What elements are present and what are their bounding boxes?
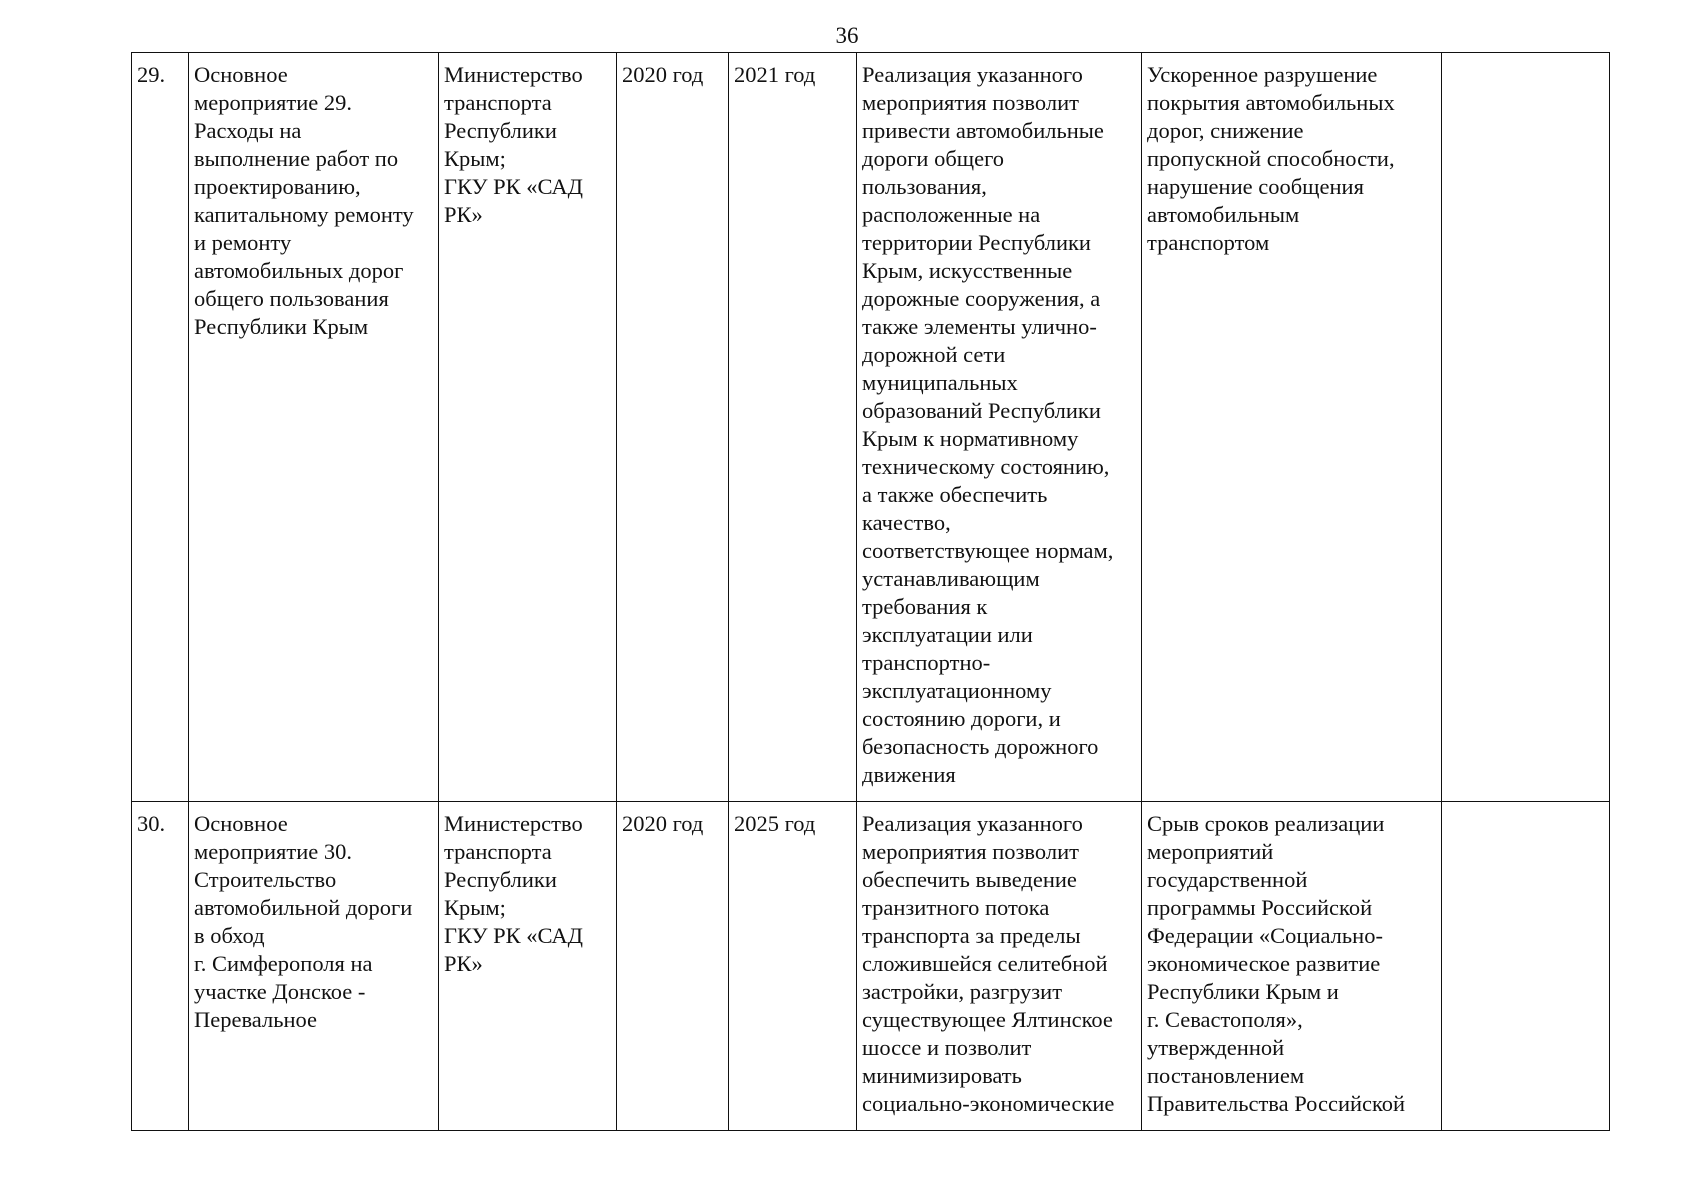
executor: Министерство транспорта Республики Крым; ГКУ РК «САД РК»: [444, 62, 583, 227]
extra-cell: [1442, 53, 1610, 802]
consequences-cell: [1142, 53, 1442, 802]
measure-name: Основное мероприятие 29. Расходы на выполнение работ по проектированию, капитальному ремонту и ремонту автомобильных дорог общего пользования Республики Крым: [194, 62, 414, 339]
row-number-cell: [132, 53, 189, 802]
table-row: [132, 802, 1610, 1131]
measure-name-cell: [189, 802, 439, 1131]
executor: Министерство транспорта Республики Крым; ГКУ РК «САД РК»: [444, 811, 583, 976]
executor-cell: [439, 802, 617, 1131]
executor-cell: [439, 53, 617, 802]
consequences-cell: [1142, 802, 1442, 1131]
expected-result: Реализация указанного мероприятия позволит обеспечить выведение транзитного потока транспорта за пределы сложившейся селитебной застройки, разгрузит существующее Ялтинское шоссе и позволит минимизировать социально-экономические: [862, 811, 1115, 1116]
expected-result-cell: [857, 802, 1142, 1131]
measure-name-cell: [189, 53, 439, 802]
start-year-cell: [617, 802, 729, 1131]
row-number-cell: [132, 802, 189, 1131]
expected-result: Реализация указанного мероприятия позволит привести автомобильные дороги общего пользования, расположенные на территории Республики Крым, искусственные дорожные сооружения, а также элементы улично- дорожной сети муниципальных образований Республики Крым к нормативному техническому состоянию, а также обеспечить качество, соответствующее нормам, устанавливающим требования к эксплуатации или транспортно- эксплуатационному состоянию дороги, и безопасность дорожного движения: [862, 62, 1114, 787]
end-year-cell: [729, 802, 857, 1131]
page-number: 36: [835, 23, 859, 48]
row-number: 30.: [137, 811, 166, 836]
end-year: 2025 год: [734, 811, 816, 836]
expected-result-cell: [857, 53, 1142, 802]
extra-cell: [1442, 802, 1610, 1131]
start-year-cell: [617, 53, 729, 802]
measures-table: [131, 52, 1610, 1131]
measure-name: Основное мероприятие 30. Строительство автомобильной дороги в обход г. Симферополя на участке Донское - Перевальное: [194, 811, 413, 1032]
start-year: 2020 год: [622, 62, 704, 87]
row-number: 29.: [137, 62, 166, 87]
consequences: Срыв сроков реализации мероприятий государственной программы Российской Федерации «Социально- экономическое развитие Республики Крым и г. Севастополя», утвержденной постановлением Правительства Российской: [1147, 811, 1406, 1116]
table-row: [132, 53, 1610, 802]
consequences: Ускоренное разрушение покрытия автомобильных дорог, снижение пропускной способности, нарушение сообщения автомобильным транспортом: [1147, 62, 1395, 255]
end-year: 2021 год: [734, 62, 816, 87]
end-year-cell: [729, 53, 857, 802]
start-year: 2020 год: [622, 811, 704, 836]
